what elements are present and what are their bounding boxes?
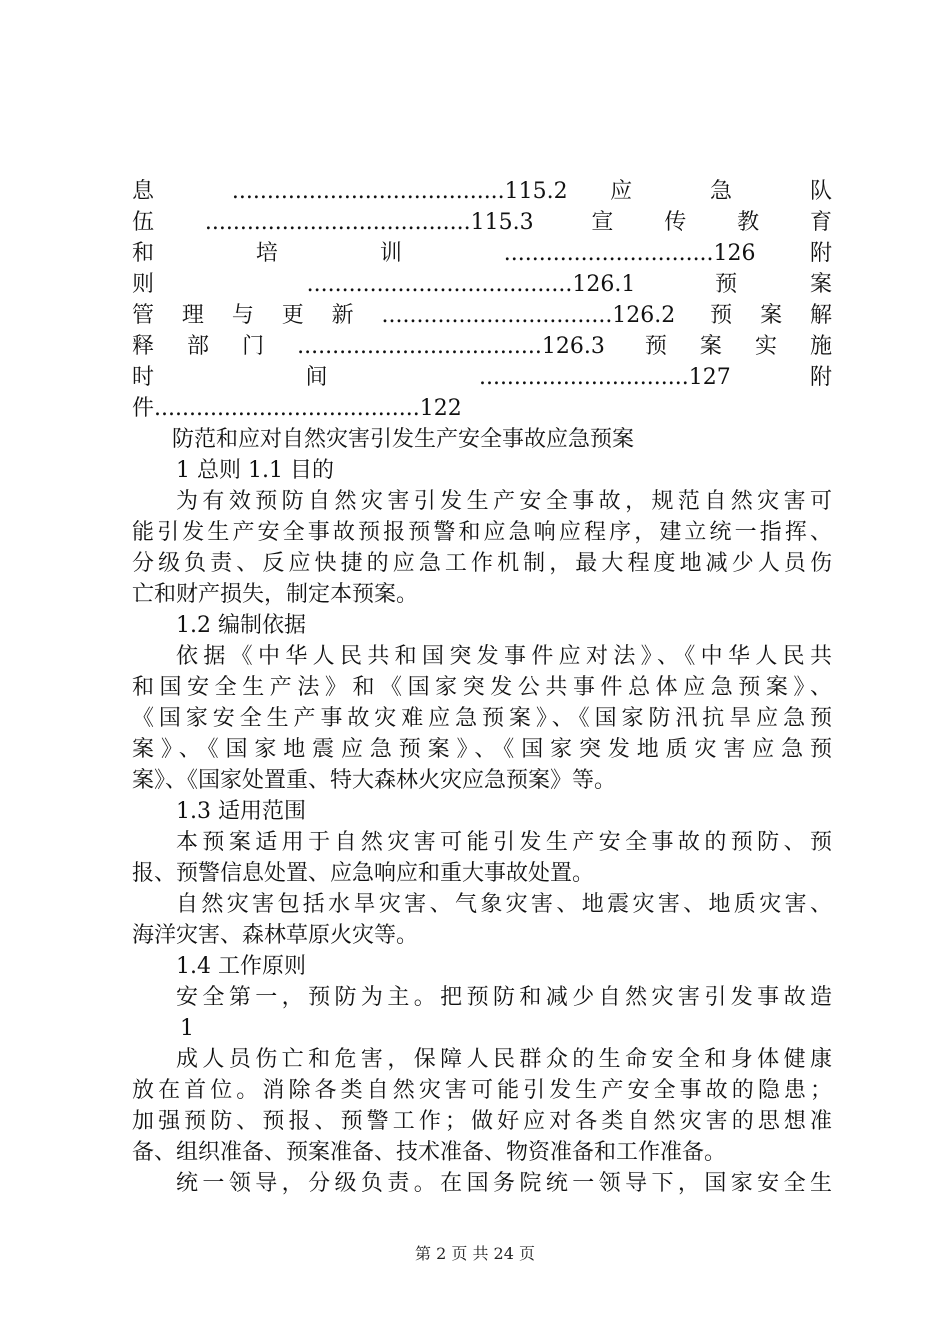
paragraph-line: 成人员伤亡和危害，保障人民群众的生命安全和身体健康 [176, 1047, 832, 1072]
toc-line: 和 培 训 ..............................126 附 [132, 241, 832, 266]
paragraph-line: 备、组织准备、预案准备、技术准备、物资准备和工作准备。 [132, 1140, 727, 1165]
toc-line: 释部门...................................126.3 预案实施 [132, 334, 832, 359]
section-heading: 1.4 工作原则 [176, 954, 306, 979]
paragraph-line: 自然灾害包括水旱灾害、气象灾害、地震灾害、地质灾害、 [176, 892, 832, 917]
paragraph-line: 亡和财产损失，制定本预案。 [132, 582, 419, 607]
paragraph-line: 案》、《国家地震应急预案》、《国家突发地质灾害应急预 [132, 737, 832, 762]
toc-line: 件......................................122 [132, 396, 462, 421]
paragraph-line: 安全第一，预防为主。把预防和减少自然灾害引发事故造 [176, 985, 832, 1010]
document-body [132, 176, 832, 1199]
section-heading: 1 总则 1.1 目的 [176, 458, 334, 483]
paragraph-line: 加强预防、预报、预警工作；做好应对各类自然灾害的思想准 [132, 1109, 832, 1134]
paragraph-line: 分级负责、反应快捷的应急工作机制，最大程度地减少人员伤 [132, 551, 832, 576]
paragraph-line: 《国家安全生产事故灾难应急预案》、《国家防汛抗旱应急预 [132, 706, 832, 731]
toc-line: 时 间 ..............................127 附 [132, 365, 832, 390]
paragraph-line: 海洋灾害、森林草原火灾等。 [132, 923, 419, 948]
paragraph-line: 报、预警信息处置、应急响应和重大事故处置。 [132, 861, 595, 886]
paragraph-line: 放在首位。消除各类自然灾害可能引发生产安全事故的隐患； [132, 1078, 832, 1103]
toc-line: 息 .......................................115.2 应 急 队 [132, 179, 832, 204]
inline-page-number: 1 [180, 1016, 194, 1041]
toc-line: 则 ......................................126.1 预案 [132, 272, 832, 297]
toc-line: 伍......................................115.3 宣传教育 [132, 210, 832, 235]
page-footer: 第 2 页 共 24 页 [415, 1244, 535, 1263]
document-title: 防范和应对自然灾害引发生产安全事故应急预案 [172, 427, 635, 452]
section-heading: 1.3 适用范围 [176, 799, 306, 824]
paragraph-line: 依据《中华人民共和国突发事件应对法》、《中华人民共 [176, 644, 832, 669]
paragraph-line: 案》、《国家处置重、特大森林火灾应急预案》等。 [132, 768, 617, 793]
paragraph-line: 和国安全生产法》和《国家突发公共事件总体应急预案》、 [132, 675, 832, 700]
paragraph-line: 统一领导，分级负责。在国务院统一领导下，国家安全生 [176, 1171, 832, 1196]
section-heading: 1.2 编制依据 [176, 613, 306, 638]
toc-line: 管理与更新.................................126.2 预案解 [132, 303, 832, 328]
paragraph-line: 能引发生产安全事故预报预警和应急响应程序，建立统一指挥、 [132, 520, 832, 545]
paragraph-line: 本预案适用于自然灾害可能引发生产安全事故的预防、预 [176, 830, 832, 855]
paragraph-line: 为有效预防自然灾害引发生产安全事故，规范自然灾害可 [176, 489, 832, 514]
